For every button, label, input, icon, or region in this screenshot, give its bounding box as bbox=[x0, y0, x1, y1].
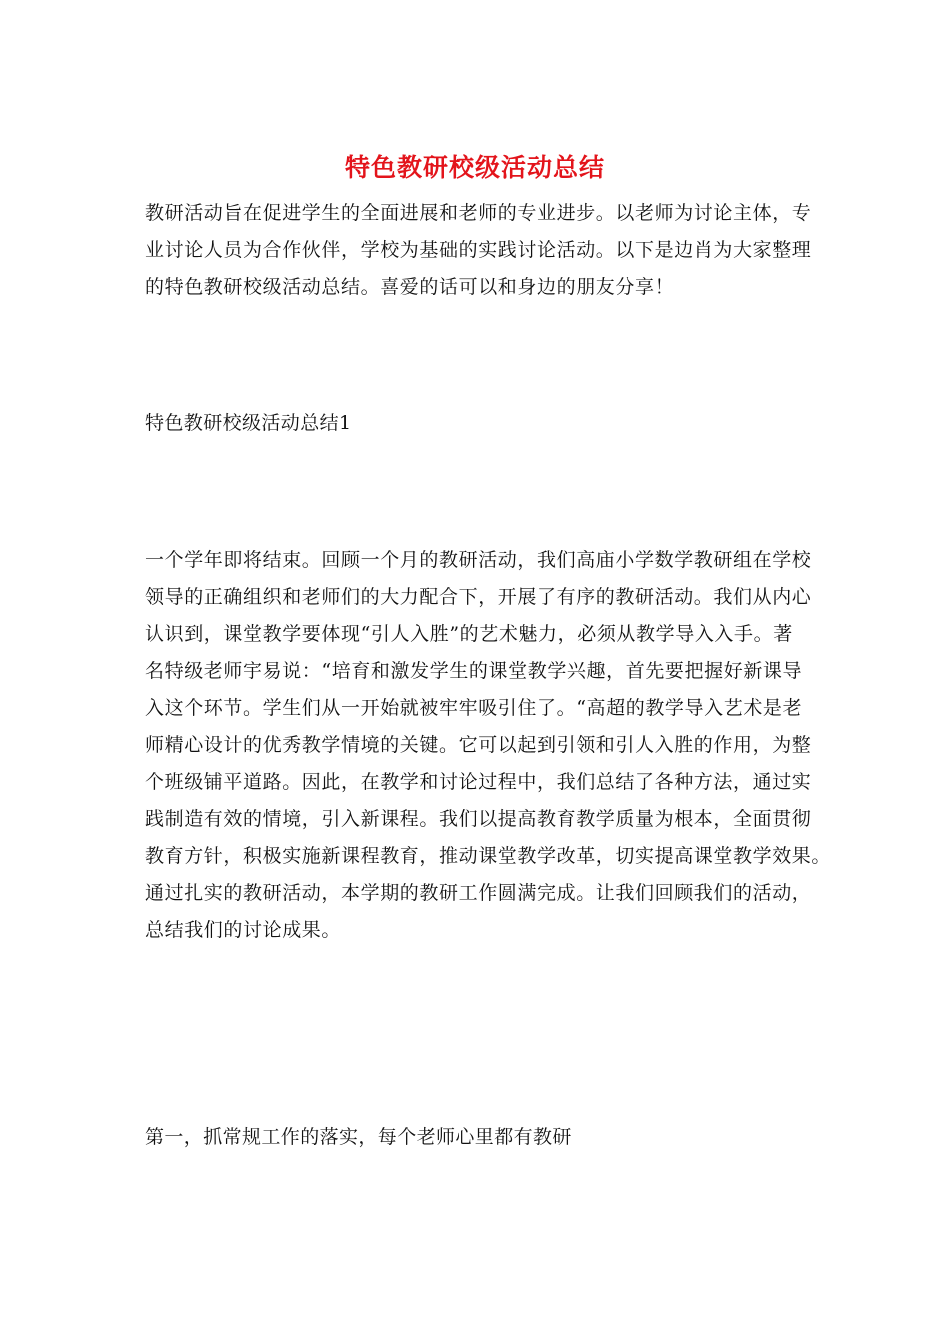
body-line: 名特级老师宇易说：“培育和激发学生的课堂教学兴趣，首先要把握好新课导 bbox=[145, 660, 803, 682]
body-paragraph bbox=[145, 542, 831, 949]
document-title: 特色教研校级活动总结 bbox=[344, 153, 605, 182]
intro-paragraph bbox=[145, 195, 811, 306]
body-line: 总结我们的讨论成果。 bbox=[145, 919, 342, 941]
body-line: 师精心设计的优秀教学情境的关键。它可以起到引领和引人入胜的作用，为整 bbox=[145, 734, 812, 756]
intro-line: 的特色教研校级活动总结。喜爱的话可以和身边的朋友分享！ bbox=[145, 276, 675, 298]
intro-line: 教研活动旨在促进学生的全面进展和老师的专业进步。以老师为讨论主体，专 bbox=[145, 202, 812, 224]
body-line: 践制造有效的情境，引入新课程。我们以提高教育教学质量为根本，全面贯彻 bbox=[145, 808, 812, 830]
body-line: 通过扎实的教研活动，本学期的教研工作圆满完成。让我们回顾我们的活动， bbox=[145, 882, 812, 904]
body-line: 领导的正确组织和老师们的大力配合下，开展了有序的教研活动。我们从内心 bbox=[145, 586, 812, 608]
body-line: 个班级铺平道路。因此，在教学和讨论过程中，我们总结了各种方法，通过实 bbox=[145, 771, 812, 793]
body-line: 教育方针，积极实施新课程教育，推动课堂教学改革，切实提高课堂教学效果。 bbox=[145, 845, 832, 867]
body-line: 一个学年即将结束。回顾一个月的教研活动，我们高庙小学数学教研组在学校 bbox=[145, 549, 812, 571]
section-title: 特色教研校级活动总结1 bbox=[145, 412, 352, 434]
body-line: 入这个环节。学生们从一开始就被牢牢吸引住了。“高超的教学导入艺术是老 bbox=[145, 697, 803, 719]
body-line: 认识到，课堂教学要体现“引人入胜”的艺术魅力，必须从教学导入入手。著 bbox=[145, 623, 793, 645]
intro-line: 业讨论人员为合作伙伴，学校为基础的实践讨论活动。以下是边肖为大家整理 bbox=[145, 239, 812, 261]
subheading: 第一，抓常规工作的落实，每个老师心里都有教研 bbox=[145, 1126, 572, 1148]
